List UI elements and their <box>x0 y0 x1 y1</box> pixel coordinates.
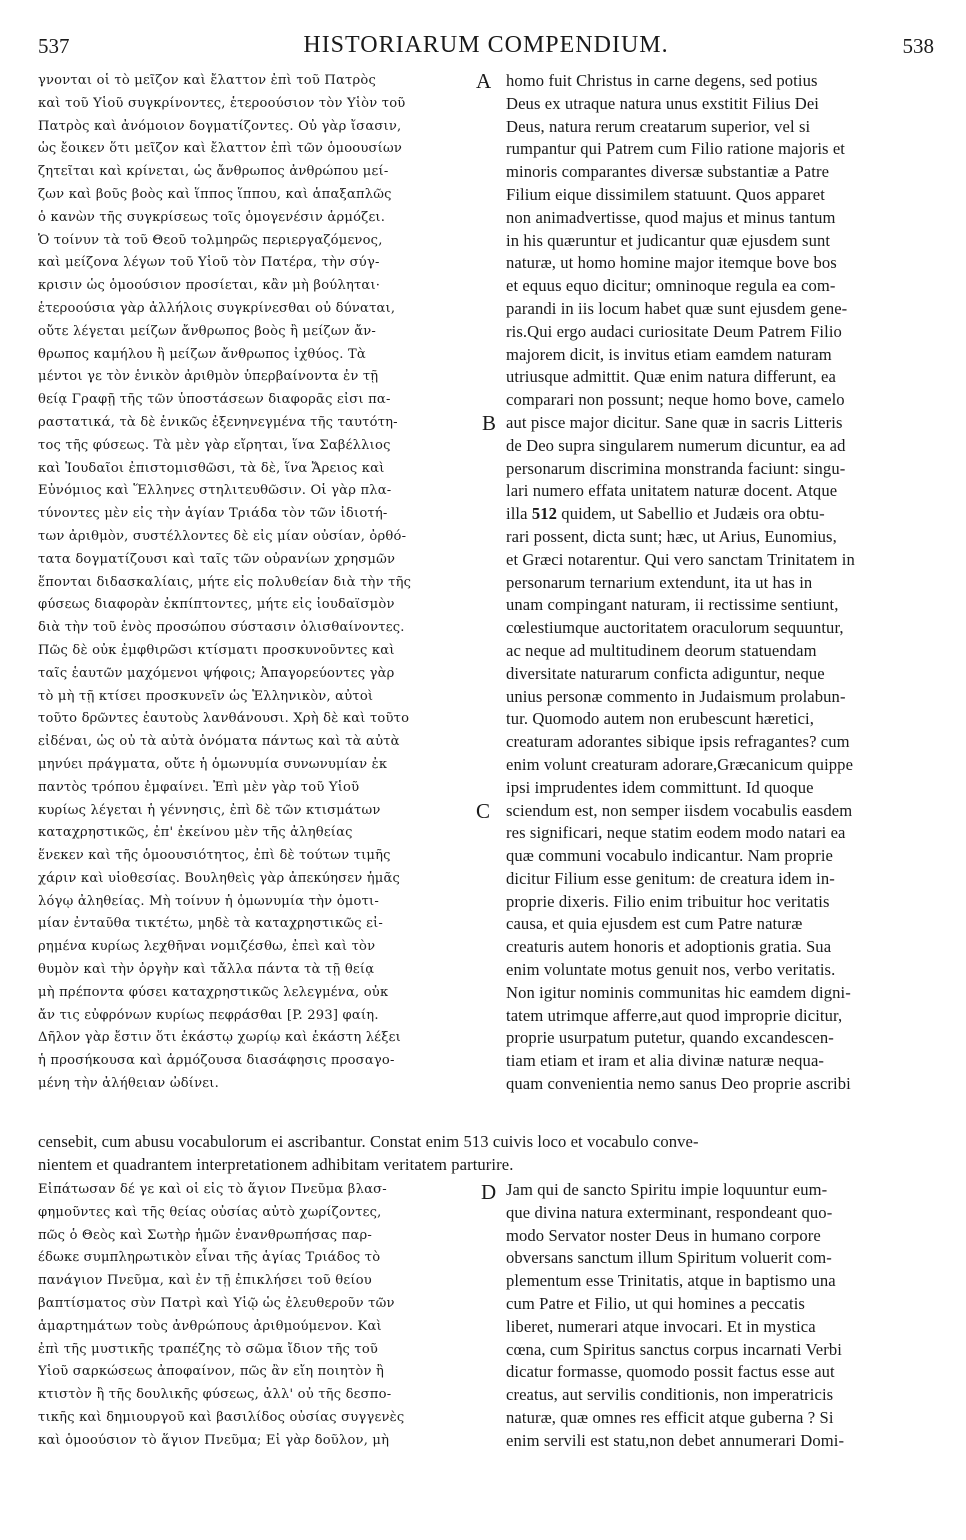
latin-text-line: Deus ex utraque natura unus exstitit Filius Dei <box>506 93 820 113</box>
greek-text-line: πανάγιον Πνεῦμα, καὶ ἐν τῇ ἐπικλήσει τοῦ θείου <box>38 1273 372 1289</box>
greek-text-line: ὡς ἔοικεν ὅτι μεῖζον καὶ ἔλαττον ἐπὶ τῶν ὁμοουσίων <box>38 141 403 157</box>
latin-text-line: unius personæ commento in Judaismum prolabun- <box>506 686 846 706</box>
greek-text-line: καὶ Ἰουδαῖοι ἐπιστομισθῶσι, τὰ δὲ, ἵνα Ἄρειος καὶ <box>38 460 385 476</box>
greek-text-line: ραστατικά, τὰ δὲ ἑνικῶς ἐξενηνεγμένα τῆς ταυτότη- <box>38 414 398 430</box>
latin-text-line: causa, et quia ejusdem est cum Patre naturæ <box>506 914 803 934</box>
latin-text-line: enim voluntate motus genuit nos, verbo veritatis. <box>506 960 836 980</box>
greek-text-line: ρημένα κυρίως λεχθῆναι νομιζέσθω, ἐπεὶ καὶ τὸν <box>38 939 376 955</box>
greek-text-line: μέντοι γε τὸν ἑνικὸν ἀριθμὸν ὑπερβαίνοντα ἐν τῇ <box>38 369 379 385</box>
latin-text-line: quam convenientia nemo sanus Deo proprie ascribi <box>506 1074 851 1094</box>
greek-text-line: ἕνεκεν καὶ τῆς ὁμοουσιότητος, ἐπὶ δὲ τούτων τιμῆς <box>38 848 391 864</box>
latin-text-line: creaturis autem honoris et adoptionis gratia. Sua <box>506 937 832 957</box>
greek-text-line: ἕπονται διδασκαλίαις, μήτε εἰς πολυθείαν διὰ τὴν τῆς <box>38 574 412 590</box>
greek-text-line: τοῦτο δρῶντες ἑαυτοὺς λανθάνουσι. Χρὴ δὲ καὶ τοῦτο <box>38 711 410 727</box>
latin-text-line: obversans sanctum illum Spiritum voluerit com- <box>506 1248 832 1268</box>
latin-text-line: ris.Qui ergo audaci curiositate Deum Patrem Filio <box>506 321 842 341</box>
latin-column-lower <box>506 1179 932 1453</box>
latin-text-line: tatem utrimque afferre,aut quod improprie dicitur, <box>506 1005 843 1025</box>
latin-text-line: personarum discrimina monstranda faciunt: singu- <box>506 458 846 478</box>
greek-text-line: ἐπὶ τῆς μυστικῆς τραπέζης τὸ σῶμα ἴδιον τῆς τοῦ <box>38 1341 379 1357</box>
latin-text-line: et Græci notarentur. Qui vero sanctam Trinitatem in <box>506 549 855 569</box>
latin-text-line: creatus, aut servilis conditionis, non imperatricis <box>506 1385 834 1405</box>
latin-text-line: utriusque admittit. Quæ enim natura differunt, ea <box>506 367 836 387</box>
latin-text-line: ipsi imprudentes idem committunt. Id quoque <box>506 777 814 797</box>
latin-text-line: censebit, cum abusu vocabulorum ei ascribantur. Constat enim 513 cuivis loco et vocabulo conve- <box>38 1132 699 1151</box>
greek-text-line: Ὁ τοίνυν τὰ τοῦ Θεοῦ τολμηρῶς περιεργαζόμενος, <box>38 232 383 248</box>
latin-text-line: in his quæruntur et judicantur quæ ejusdem sunt <box>506 230 831 250</box>
latin-text-line: non animadvertisse, quod majus et minus tantum <box>506 207 836 227</box>
greek-text-line: γνονται οἱ τὸ μεῖζον καὶ ἔλαττον ἐπὶ τοῦ Πατρὸς <box>38 73 376 88</box>
latin-text-line: homo fuit Christus in carne degens, sed potius <box>506 71 818 90</box>
latin-text-line: minoris comparantes diversæ substantiæ a Patre <box>506 162 830 182</box>
page-number-left: 537 <box>38 34 70 58</box>
latin-text-line: cum Patre et Filio, ut qui homines a peccatis <box>506 1293 805 1313</box>
greek-text-line: χάριν καὶ υἱοθεσίας. Βουληθεὶς γὰρ ἀπεκύησεν ἡμᾶς <box>38 870 401 886</box>
greek-text-line: καὶ ὁμοούσιον τὸ ἅγιον Πνεῦμα; Εἰ γὰρ δοῦλον, μὴ <box>38 1432 390 1448</box>
greek-text-line: οὔτε λέγεται μείζων ἄνθρωπος βοὸς ἢ μείζων ἄν- <box>38 323 377 339</box>
latin-text-line: enim volunt creaturam adorare,Græcanicum quippe <box>506 754 854 774</box>
latin-text-line: diversitate naturarum conficta adiguntur, neque <box>506 663 825 683</box>
greek-text-line: πῶς ὁ Θεὸς καὶ Σωτὴρ ἡμῶν ἐνανθρωπήσας παρ- <box>38 1227 373 1243</box>
greek-text-line: μίαν ἐνταῦθα τικτέτω, μηδὲ τὰ καταχρηστικῶς εἰ- <box>38 916 384 932</box>
full-width-latin-passage <box>38 1131 933 1177</box>
greek-text-line: Πατρὸς καὶ ἀνόμοιον δογματίζοντες. Οὐ γὰρ ἴσασιν, <box>38 118 402 134</box>
section-marker-d: D <box>481 1180 497 1204</box>
latin-text-line: et equus equo dicitur; omninoque regula ea com- <box>506 276 836 296</box>
latin-text-line: rari possent, dicta sunt; hæc, ut Arius, Eunomius, <box>506 526 837 546</box>
latin-text-line: plementum esse Trinitatis, atque in baptismo una <box>506 1271 836 1291</box>
latin-text-line: ac neque ad multitudinem deorum statuendam <box>506 640 817 660</box>
latin-text-line: unam compingant naturam, ii rectissime sentiunt, <box>506 595 839 615</box>
greek-text-line: έδωκε συμπληρωτικὸν εἶναι τῆς ἁγίας Τριάδος τὸ <box>38 1250 381 1266</box>
greek-text-line: Πῶς δὲ οὐκ ἐμφθιρῶσι κτίσματι προσκυνοῦντες καὶ <box>38 642 395 658</box>
section-marker-b: B <box>482 411 497 435</box>
latin-text-line: proprie dixeris. Filio enim tribuitur hoc veritatis <box>506 891 830 911</box>
latin-text-line: proprie usurpatum putetur, quando excandescen- <box>506 1028 834 1048</box>
greek-text-line: ἑτεροούσια γὰρ ἀλλήλοις συγκρίνεσθαι οὐ δύναται, <box>38 300 396 316</box>
latin-text-line: cœlestiumque auctoritatem oraculorum sequuntur, <box>506 618 844 638</box>
latin-text-line: naturæ, quæ omnes res efficit atque guberna ? Si <box>506 1407 834 1427</box>
greek-text-line: θρωπος καμήλου ἢ μείζων ἄνθρωπος ἰχθύος. Τὰ <box>38 346 366 362</box>
greek-text-line: θυμὸν καὶ τὴν ὀργὴν καὶ τἄλλα πάντα τὰ τῇ θείᾳ <box>38 962 375 978</box>
greek-text-line: εἰδέναι, ὡς οὐ τὰ αὐτὰ ὀνόματα πάντως καὶ τὰ αὐτὰ <box>38 734 400 750</box>
greek-text-line: κτιστὸν ἢ τῆς δουλικῆς φύσεως, ἀλλ' οὐ τῆς δεσπο- <box>38 1387 392 1403</box>
section-marker-c: C <box>476 799 491 823</box>
latin-text-line: naturæ, ut homo homine major itemque bove bos <box>506 253 837 273</box>
greek-text-line: Υἱοῦ σαρκώσεως ἀποφαίνον, πῶς ἂν εἴη ποιητὸν ἢ <box>38 1364 385 1380</box>
latin-text-line: quæ communi vocabulo indicantur. Nam proprie <box>506 846 833 866</box>
latin-text-line: personarum ternarium extendunt, ita ut has in <box>506 572 813 592</box>
latin-text-line: comparari non possunt; neque homo bove, camelo <box>506 390 845 410</box>
latin-text-line: tiam etiam et iram et alia divinæ naturæ nequa- <box>506 1051 825 1071</box>
greek-text-line: ταῖς ἑαυτῶν μαχόμενοι ψήφοις; Ἀπαγορεύοντες γὰρ <box>38 665 395 681</box>
latin-text-line: creaturam adorantes sibique ipsis refragantes? cum <box>506 732 850 752</box>
latin-text-line: enim servili est statu,non debet annumerari Domi- <box>506 1430 845 1450</box>
greek-text-line: μένη τὴν ἀλήθειαν ὠδίνει. <box>38 1076 219 1092</box>
latin-text-line: dicatur formasse, quomodo possit factus esse aut <box>506 1362 835 1382</box>
greek-text-line: κρισιν ὡς ὁμοούσιον προσίεται, κἂν μὴ βούληται· <box>38 278 381 294</box>
greek-text-line: διὰ τὴν τοῦ ἑνὸς προσώπου σύστασιν ὀλισθαίνοντες. <box>38 620 405 636</box>
greek-column-lower <box>38 1179 493 1453</box>
greek-text-line: κυρίως λέγεται ἡ γέννησις, ἐπὶ δὲ τῶν κτισμάτων <box>38 802 381 818</box>
latin-text-line: res significari, neque statim eodem modo natari ea <box>506 823 846 843</box>
latin-text-line: que divina natura exterminant, respondeant quo- <box>506 1202 833 1222</box>
greek-text-line: των ἀριθμὸν, συστέλλοντες δὲ εἰς μίαν οὐσίαν, ὀρθό- <box>38 528 407 544</box>
running-title: HISTORIARUM COMPENDIUM. <box>303 32 669 58</box>
latin-text-line: cœna, cum Spiritus sanctus corpus incarnati Verbi <box>506 1339 842 1359</box>
section-marker-a: A <box>476 69 492 93</box>
latin-text-line: majorem dicit, is invitus etiam eamdem naturam <box>506 344 832 364</box>
latin-text-line: sciendum est, non semper iisdem vocabulis easdem <box>506 800 853 820</box>
greek-text-line: ἄν τις εὐφρόνων κυρίως πεφράσθαι [P. 293] φαίη. <box>38 1007 379 1023</box>
latin-text-line: parandi in iis locum habet quæ sunt ejusdem gene- <box>506 298 848 318</box>
greek-text-line: τικῆς καὶ δημιουργοῦ καὶ βασιλίδος οὐσίας συγγενὲς <box>38 1409 405 1425</box>
greek-text-line: καὶ μείζονα λέγων τοῦ Υἱοῦ τὸν Πατέρα, τὴν σύγ- <box>38 255 380 271</box>
greek-text-line: τος τῆς φύσεως. Τὰ μὲν γὰρ εἴρηται, ἵνα Σαβέλλιος <box>38 437 391 453</box>
greek-text-line: Δῆλον γὰρ ἔστιν ὅτι ἑκάστῳ χωρίῳ καὶ ἑκάστη λέξει <box>38 1030 401 1046</box>
latin-text-line: modo Servator noster Deus in humano corpore <box>506 1225 821 1245</box>
greek-text-line: τύνοντες μὲν εἰς τὴν ἁγίαν Τριάδα τὸν τῶν ἰδιοτή- <box>38 506 388 522</box>
greek-text-line: ζητεῖται καὶ κρίνεται, ὡς ἄνθρωπος ἀνθρώπου μεί- <box>38 164 389 180</box>
latin-text-line: dicitur Filium esse genitum: de creatura idem in- <box>506 868 835 888</box>
folio-number: 512 <box>531 504 558 524</box>
latin-text-line: liberet, numerari atque invocari. Et in mystica <box>506 1316 816 1336</box>
latin-text-line: Filium eique dissimilem statuunt. Quos apparet <box>506 184 825 204</box>
greek-text-line: ὁ κανὼν τῆς συγκρίσεως τοῖς ὁμογενέσιν ἁρμόζει. <box>38 209 386 225</box>
latin-text-line: de Deo supra singularem numerum dicuntur, ea ad <box>506 435 846 455</box>
greek-text-line: λόγῳ ἀληθείας. Μὴ τοίνυν ἡ ὁμωνυμία τὴν ὁμοτι- <box>38 893 379 909</box>
greek-text-line: τὸ μὴ τῇ κτίσει προσκυνεῖν ὡς Ἑλληνικὸν, αὐτοὶ <box>38 688 374 704</box>
latin-text-line: rumpantur qui Patrem cum Filio ratione majoris et <box>506 139 846 159</box>
running-header <box>38 30 934 64</box>
greek-text-line: μηνύει πράγματα, οὔτε ἡ ὁμωνυμία συνωνυμίαν ἐκ <box>38 756 388 772</box>
greek-text-line: ἁμαρτημάτων τοὺς ἀνθρώπους ἀριθμούμενον. Καὶ <box>38 1318 382 1334</box>
greek-text-line: φημοῦντες καὶ τῆς θείας οὐσίας αὐτὸ χωρίζοντες, <box>38 1204 382 1220</box>
latin-text-line: aut pisce major dicitur. Sane quæ in sacris Litteris <box>506 412 843 432</box>
latin-text-line: Jam qui de sancto Spiritu impie loquuntur eum- <box>506 1180 828 1199</box>
greek-text-line: καὶ τοῦ Υἱοῦ συγκρίνοντες, ἑτεροούσιον τὸν Υἱὸν τοῦ <box>38 95 406 111</box>
greek-text-line: μὴ πρέποντα φύσει καταχρηστικῶς λελεγμένα, οὐκ <box>38 984 389 1000</box>
page-number-right: 538 <box>902 34 934 58</box>
latin-text-line: tur. Quomodo autem non erubescunt hæretici, <box>506 709 814 729</box>
greek-column-upper <box>38 70 493 1096</box>
greek-text-line: Εὐνόμιος καὶ Ἕλληνες στηλιτευθῶσιν. Οἱ γὰρ πλα- <box>38 483 392 499</box>
greek-text-line: ζων καὶ βοῦς βοὸς καὶ ἵππος ἵππου, καὶ ἁπαξαπλῶς <box>38 186 392 202</box>
latin-column-upper <box>506 70 932 1096</box>
greek-text-line: παντὸς τρόπου ἐμφαίνει. Ἐπὶ μὲν γὰρ τοῦ Υἱοῦ <box>38 779 360 795</box>
greek-text-line: καταχρηστικῶς, ἐπ' ἐκείνου μὲν τῆς ἀληθείας <box>38 825 353 841</box>
latin-text-line: lari numero effata unitatem naturæ docent. Atque <box>506 481 838 501</box>
greek-text-line: βαπτίσματος σὺν Πατρὶ καὶ Υἱῷ ὡς ἐλευθεροῦν τῶν <box>38 1295 395 1311</box>
latin-text-line: Non igitur nominis communitas hic eamdem digni- <box>506 982 851 1002</box>
greek-text-line: τατα δογματίζουσι καὶ ταῖς τῶν οὐρανίων χρησμῶν <box>38 551 396 567</box>
greek-text-line: ἡ προσήκουσα καὶ ἁρμόζουσα διασάφησις προσαγο- <box>38 1053 395 1069</box>
latin-text-line: nientem et quadrantem interpretationem adhibitam veritatem parturire. <box>38 1154 514 1174</box>
latin-text-line: Deus, natura rerum creatarum superior, vel si <box>506 116 811 136</box>
greek-text-line: θείᾳ Γραφῇ τῆς τῶν ὑποστάσεων διαφορᾶς εἰσι πα- <box>38 392 391 408</box>
greek-text-line: Εἰπάτωσαν δέ γε καὶ οἱ εἰς τὸ ἅγιον Πνεῦμα βλασ- <box>38 1182 387 1197</box>
greek-text-line: φύσεως διαφορὰν ἐκπίπτοντες, μήτε εἰς ἰουδαϊσμὸν <box>38 597 395 613</box>
latin-text-line: illa 512 quidem, ut Sabellio et Judæis ora obtu- <box>506 504 825 524</box>
